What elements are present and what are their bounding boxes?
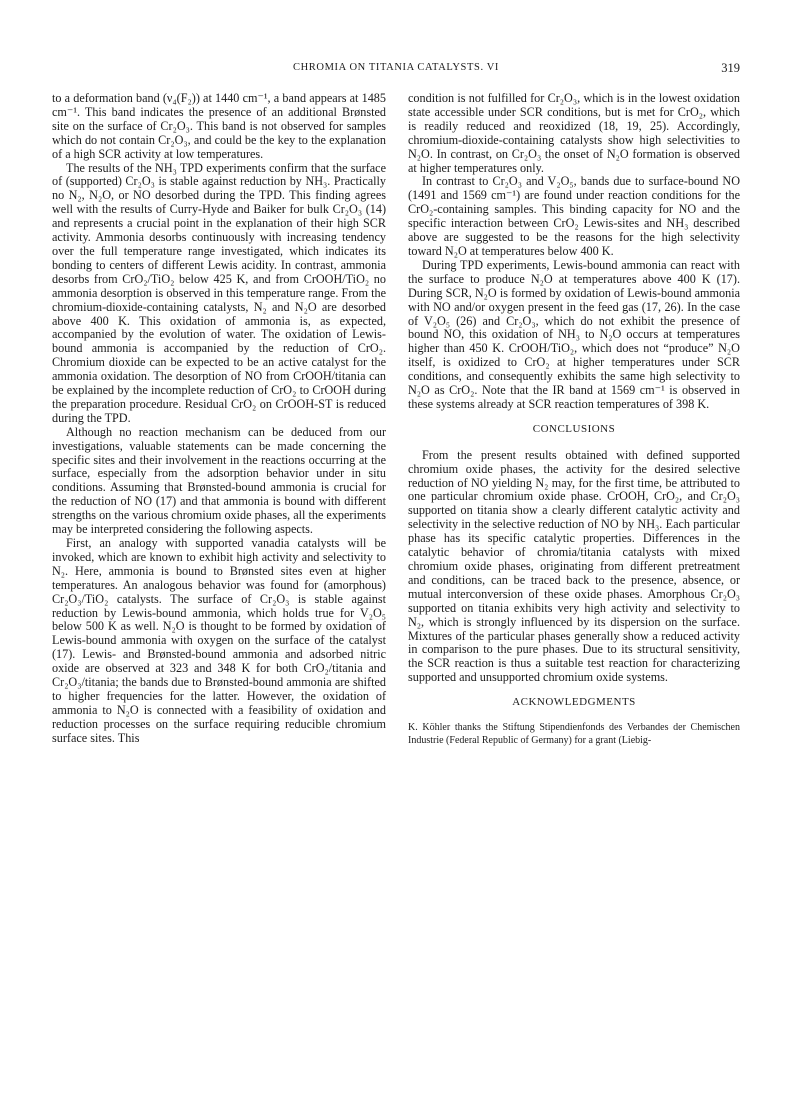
acknowledgments-heading: ACKNOWLEDGMENTS (512, 696, 636, 709)
page-number: 319 (721, 61, 740, 75)
left-column (52, 92, 386, 746)
body-paragraph: First, an analogy with supported vanadia catalysts will be invoked, which are known to exhibit high activity and selectivity to N₂. Here, ammonia is bound to Brønsted sites even at higher temperatures. An analogous behavior was found for (amorphous) Cr₂O₃/TiO₂ catalysts. The surface of Cr₂O₃ is stable against reduction by Lewis-bound ammonia, which holds true for V₂O₅ below 500 K as well. N₂O is thought to be formed by oxidation of Lewis-bound ammonia with oxygen on the surface of the catalyst (17). Lewis- and Brønsted-bound ammonia and adsorbed nitric oxide are observed at 323 and 348 K for both CrO₂/titania and Cr₂O₃/titania; the bands due to Brønsted-bound ammonia are shifted to higher frequencies for the latter. However, the oxidation of ammonia to N₂O is connected with a feasibility of oxidation and reduction processes on the surface requiring reducible chromium surface sites. This (52, 536, 386, 745)
body-paragraph: Although no reaction mechanism can be deduced from our investigations, valuable statements can be made concerning the specific sites and their involvement in the reactions occurring at the surface, especially from the adsorption behavior under in situ conditions. Assuming that Brønsted-bound ammonia is crucial for the reduction of NO (17) and that ammonia is bound with different strengths on the various chromium oxide phases, all the experiments may be interpreted considering the following aspects. (52, 424, 386, 537)
running-header (52, 62, 740, 78)
body-paragraph: condition is not fulfilled for Cr₂O₃, which is in the lowest oxidation state accessible under SCR conditions, but is met for CrO₂, which is readily reduced and reoxidized (18, 19, 25). Accordingly, chromium-dioxide-containing catalysts show high selectivities to N₂O. In contrast, on Cr₂O₃ the onset of N₂O formation is observed at higher temperatures only. (408, 91, 740, 175)
body-paragraph: The results of the NH₃ TPD experiments confirm that the surface of (supported) Cr₂O₃ is stable against reduction by NH₃. Practically no N₂, N₂O, or NO desorbed during the TPD. This finding agrees well with the results of Curry-Hyde and Baiker for bulk Cr₂O₃ (14) and represents a crucial point in the explanation of their high SCR activity. Ammonia desorbs continuously with increasing tendency over the full temperature range investigated, which indicates its bonding to centers of different Lewis acidity. In contrast, ammonia desorbs from CrO₂/TiO₂ below 425 K, and from CrOOH/TiO₂ no ammonia desorption is observed in this temperature range. From the chromium-dioxide-containing catalysts, N₂ and N₂O are desorbed above 400 K. This oxidation of ammonia is, as expected, accompanied by the evolution of water. The oxidation of Lewis-bound ammonia is accompanied by the reduction of CrO₂. Chromium dioxide can be expected to be an active catalyst for the ammonia oxidation. The desorption of NO from CrOOH/titania can be explained by the incomplete reduction of CrO₂ to CrOOH during the preparation procedure. Residual CrO₂ on CrOOH-ST is reduced during the TPD. (52, 160, 386, 425)
running-title: CHROMIA ON TITANIA CATALYSTS. VI (293, 62, 499, 73)
acknowledgments-paragraph: K. Köhler thanks the Stiftung Stipendienfonds des Verbandes der Chemischen Industrie (Federal Republic of Germany) for a grant (Liebig- (408, 722, 740, 746)
conclusions-heading: CONCLUSIONS (532, 422, 616, 435)
conclusions-paragraph: From the present results obtained with defined supported chromium oxide phases, the activity for the desired selective reduction of NO yielding N₂ may, for the first time, be attributed to one particular chromium oxide phase. CrOOH, CrO₂, and Cr₂O₃ supported on titania show a clearly different catalytic activity and selectivity in the selective reduction of NO by NH₃. Each particular phase has its specific catalytic properties. Differences in the catalytic behavior of chromia/titania catalysts with mixed chromium oxide phases, originating from different pretreatment and conditions, can be traced back to the presence, absence, or mutual interconversion of these oxide phases. Amorphous Cr₂O₃ supported on titania exhibits very high activity and selectivity to N₂, which is strongly influenced by its dispersion on the surface. Mixtures of the particular phases generally show a reduced activity in comparison to the pure phases. Due to its structural sensitivity, the SCR reaction is thus a suitable test reaction for characterizing supported and unsupported chromium oxide systems. (408, 447, 740, 685)
body-paragraph: to a deformation band (ν₄(F₂)) at 1440 cm⁻¹, a band appears at 1485 cm⁻¹. This band indicates the presence of an additional Brønsted site on the surface of Cr₂O₃. This band is not observed for samples which do not contain Cr₂O₃, and could be the key to the explanation of a high SCR activity at low temperatures. (52, 91, 386, 161)
right-column (408, 92, 740, 747)
body-paragraph: During TPD experiments, Lewis-bound ammonia can react with the surface to produce N₂O at temperatures above 400 K (17). During SCR, N₂O is formed by oxidation of Lewis-bound ammonia with NO and/or oxygen present in the feed gas (17, 26). In the case of V₂O₅ (26) and Cr₂O₃, which do not exhibit the presence of bound NO, this oxidation of NH₃ to N₂O occurs at temperatures higher than 450 K. CrOOH/TiO₂, which does not “produce” N₂O itself, is oxidized to CrO₂ at higher temperatures under SCR conditions, and consequently exhibits the same high selectivity to N₂O as CrO₂. Note that the IR band at 1569 cm⁻¹ is observed in these systems already at SCR reaction temperatures of 398 K. (408, 257, 740, 411)
body-paragraph: In contrast to Cr₂O₃ and V₂O₅, bands due to surface-bound NO (1491 and 1569 cm⁻¹) are found under reaction conditions for the CrO₂-containing samples. This binding capacity for NO and the specific interaction between CrO₂ Lewis-sites and NH₃ described above are suggested to be the reasons for the high selectivity toward N₂O at temperatures below 400 K. (408, 174, 740, 258)
